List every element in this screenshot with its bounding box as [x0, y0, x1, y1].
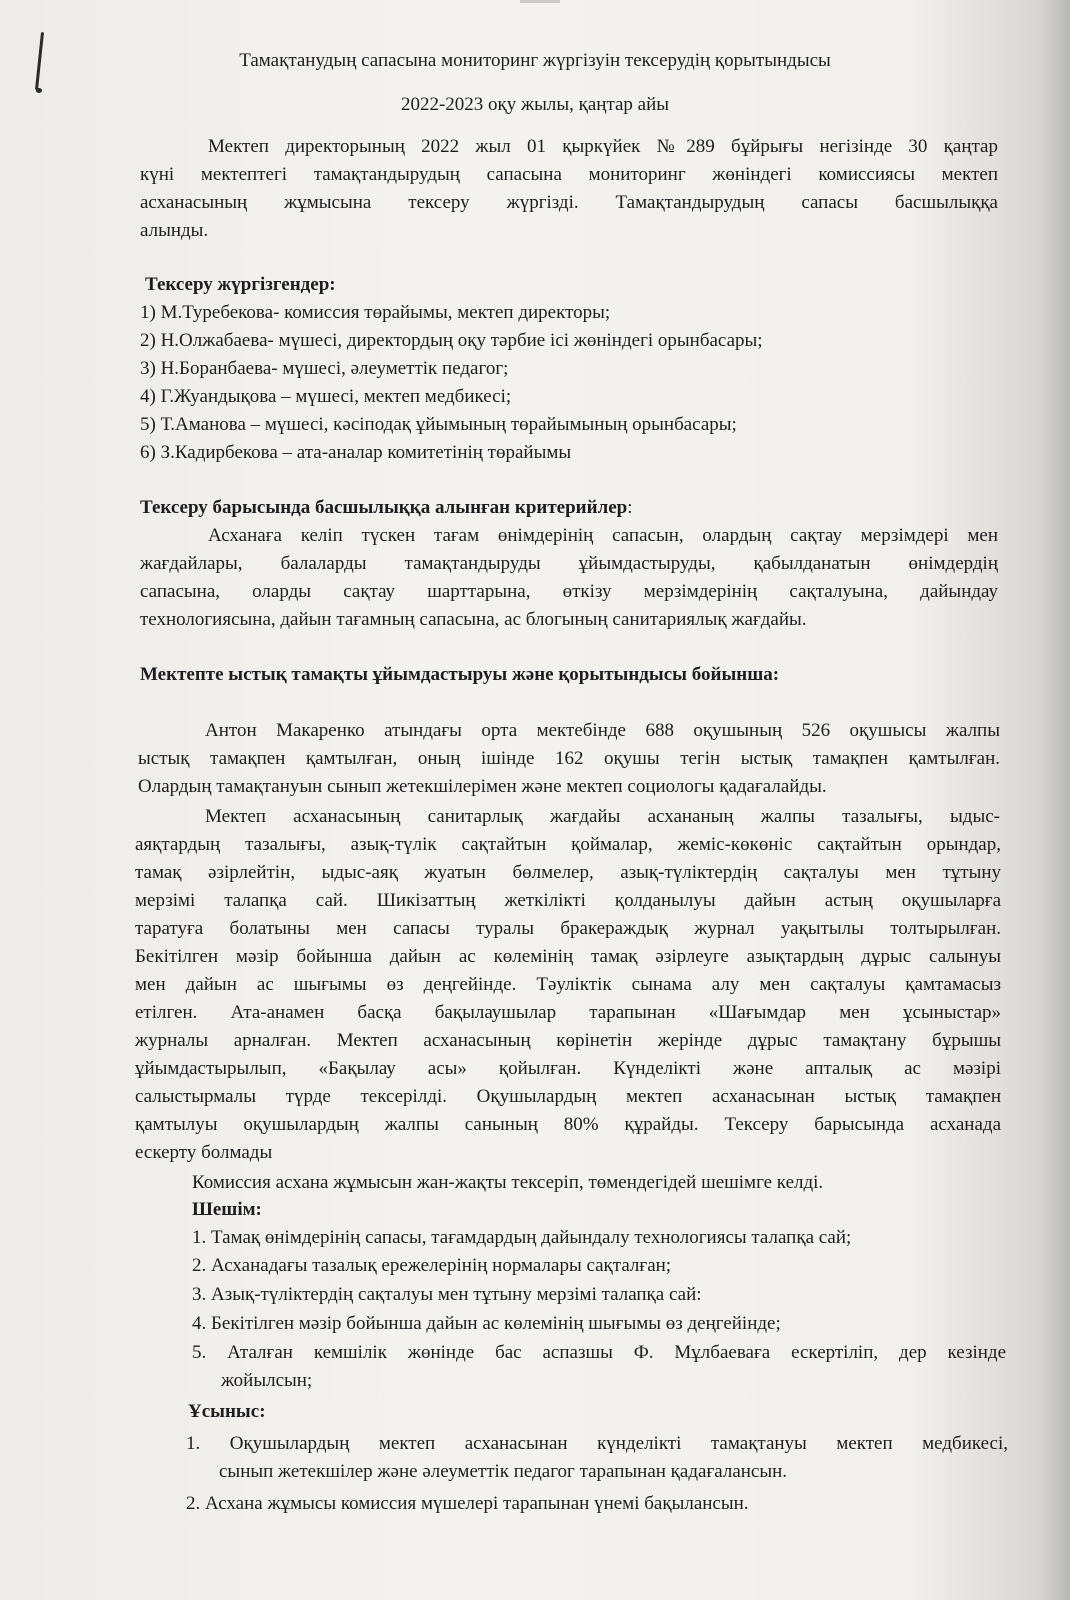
intro-line: алынды.	[140, 220, 209, 241]
recommendation-item: 2. Асхана жұмысы комиссия мүшелері тарапынан үнемі бақылансын.	[186, 1493, 749, 1514]
decision-item: 5. Аталған кемшілік жөнінде бас аспазшы Ф. Мұлбаеваға ескертіліп, дер кезінде	[192, 1342, 1006, 1363]
inspector-item: 2) Н.Олжабаева- мүшесі, директордың оқу тәрбие ісі жөніндегі орынбасары;	[140, 330, 763, 351]
criteria-line: технологиясына, дайын тағамның сапасына, ас блогының санитариялық жағдайы.	[140, 609, 807, 630]
recommendation-item-continued: сынып жетекшілер және әлеуметтік педагог тарапынан қадағалансын.	[219, 1461, 788, 1482]
pen-dot	[36, 88, 42, 93]
inspector-item: 3) Н.Боранбаева- мүшесі, әлеуметтік педагог;	[140, 358, 509, 379]
hot-meals-heading: Мектепте ыстық тамақты ұйымдастыруы және қорытындысы бойынша:	[140, 664, 780, 685]
sanitary-line: таратуға болатыны мен сапасы туралы бракераждық журнал уақытылы толтырылған.	[135, 918, 1001, 939]
criteria-line: Асханаға келіп түскен тағам өнімдерінің сапасын, олардың сақтау мерзімдері мен	[208, 525, 998, 546]
sanitary-line: мен дайын ас шығымы өз деңгейінде. Тәуліктік сынама алу мен сақталуы қамтамасыз	[135, 974, 1001, 995]
inspector-item: 1) М.Туребекова- комиссия төрайымы, мектеп директоры;	[140, 302, 611, 323]
recommendation-heading: Ұсыныс:	[188, 1401, 266, 1422]
decision-item: 3. Азық-түліктердің сақталуы мен тұтыну мерзімі талапқа сай:	[192, 1284, 702, 1305]
sanitary-line: қамтылуы оқушылардың жалпы санының 80% құрайды. Тексеру барысында асханада	[135, 1114, 1001, 1135]
document-subtitle: 2022-2023 оқу жылы, қаңтар айы	[400, 94, 670, 115]
criteria-heading: Тексеру барысында басшылыққа алынған критерийлер	[140, 497, 628, 518]
intro-line: асханасының жұмысына тексеру жүргізді. Тамақтандырудың сапасы басшылыққа	[140, 192, 998, 213]
intro-line: Мектеп директорының 2022 жыл 01 қыркүйек №289 бұйрығы негізінде 30 қаңтар	[208, 136, 998, 157]
inspectors-heading: Тексеру жүргізгендер:	[145, 274, 336, 295]
decision-heading: Шешім:	[192, 1199, 262, 1220]
sanitary-line: аяқтардың тазалығы, азық-түлік сақтайтын қоймалар, жеміс-көкөніс сақтайтын орындар,	[135, 834, 1001, 855]
criteria-line: жағдайлары, балаларды тамақтандыруды ұйымдастыруды, қабылданатын өнімдердің	[140, 553, 998, 574]
decision-item: 2. Асханадағы тазалық ережелерінің нормалары сақталған;	[192, 1255, 672, 1276]
sanitary-line: Бекітілген мәзір бойынша дайын ас көлемінің тамақ әзірлеуге азықтардың дұрыс салынуы	[135, 946, 1001, 967]
sanitary-line: ұйымдастырылып, «Бақылау асы» қойылған. Күнделікті және апталық ас мәзірі	[135, 1058, 1001, 1079]
hot-meals-line: Антон Макаренко атындағы орта мектебінде 688 оқушының 526 оқушысы жалпы	[205, 720, 1000, 741]
sanitary-line: журналы арналған. Мектеп асханасының көрінетін жерінде дұрыс тамақтану бұрышы	[135, 1030, 1001, 1051]
recommendation-item: 1. Оқушылардың мектеп асханасынан күнделікті тамақтануы мектеп медбикесі,	[186, 1433, 1008, 1454]
conclusion-text: Комиссия асхана жұмысын жан-жақты тексеріп, төмендегідей шешімге келді.	[192, 1172, 824, 1193]
inspector-item: 6) З.Кадирбекова – ата-аналар комитетінің төрайымы	[140, 442, 572, 463]
inspector-item: 5) Т.Аманова – мүшесі, кәсіподақ ұйымының төрайымының орынбасары;	[140, 414, 737, 435]
decision-item-continued: жойылсын;	[221, 1370, 313, 1391]
hot-meals-line: ыстық тамақпен қамтылған, оның ішінде 162 оқушы тегін ыстық тамақпен қамтылған.	[138, 748, 1000, 769]
decision-item: 1. Тамақ өнімдерінің сапасы, тағамдардың дайындалу технологиясы талапқа сай;	[192, 1227, 852, 1248]
sanitary-line: ескерту болмады	[135, 1142, 273, 1163]
sanitary-line: етілген. Ата-анамен басқа бақылаушылар тарапынан «Шағымдар мен ұсыныстар»	[135, 1002, 1001, 1023]
decision-item: 4. Бекітілген мәзір бойынша дайын ас көлемінің шығымы өз деңгейінде;	[192, 1313, 781, 1334]
criteria-heading-row	[140, 494, 633, 521]
sanitary-line: тамақ әзірлейтін, ыдыс-аяқ жуатын бөлмелер, азық-түліктердің сақталуы мен тұтыну	[135, 862, 1001, 883]
sanitary-line: мерзімі талапқа сай. Шикізаттың жеткілікті қолданылуы дайын астың оқушыларға	[135, 890, 1001, 911]
document-title: Тамақтанудың сапасына мониторинг жүргізуін тексерудің қорытындысы	[239, 50, 831, 71]
inspector-item: 4) Г.Жуандықова – мүшесі, мектеп медбикесі;	[140, 386, 512, 407]
criteria-heading-colon: :	[627, 497, 633, 518]
hot-meals-line: Олардың тамақтануын сынып жетекшілерімен және мектеп социологы қадағалайды.	[138, 776, 827, 797]
sanitary-line: салыстырмалы түрде тексерілді. Оқушылардың мектеп асханасынан ыстық тамақпен	[135, 1086, 1001, 1107]
sanitary-line: Мектеп асханасының санитарлық жағдайы асхананың жалпы тазалығы, ыдыс-	[205, 806, 1000, 827]
page-fold	[520, 0, 560, 3]
intro-line: күні мектептегі тамақтандырудың сапасына мониторинг жөніндегі комиссиясы мектеп	[140, 164, 998, 185]
criteria-line: сапасына, оларды сақтау шарттарына, өткізу мерзімдерінің сақталуына, дайындау	[140, 581, 998, 602]
